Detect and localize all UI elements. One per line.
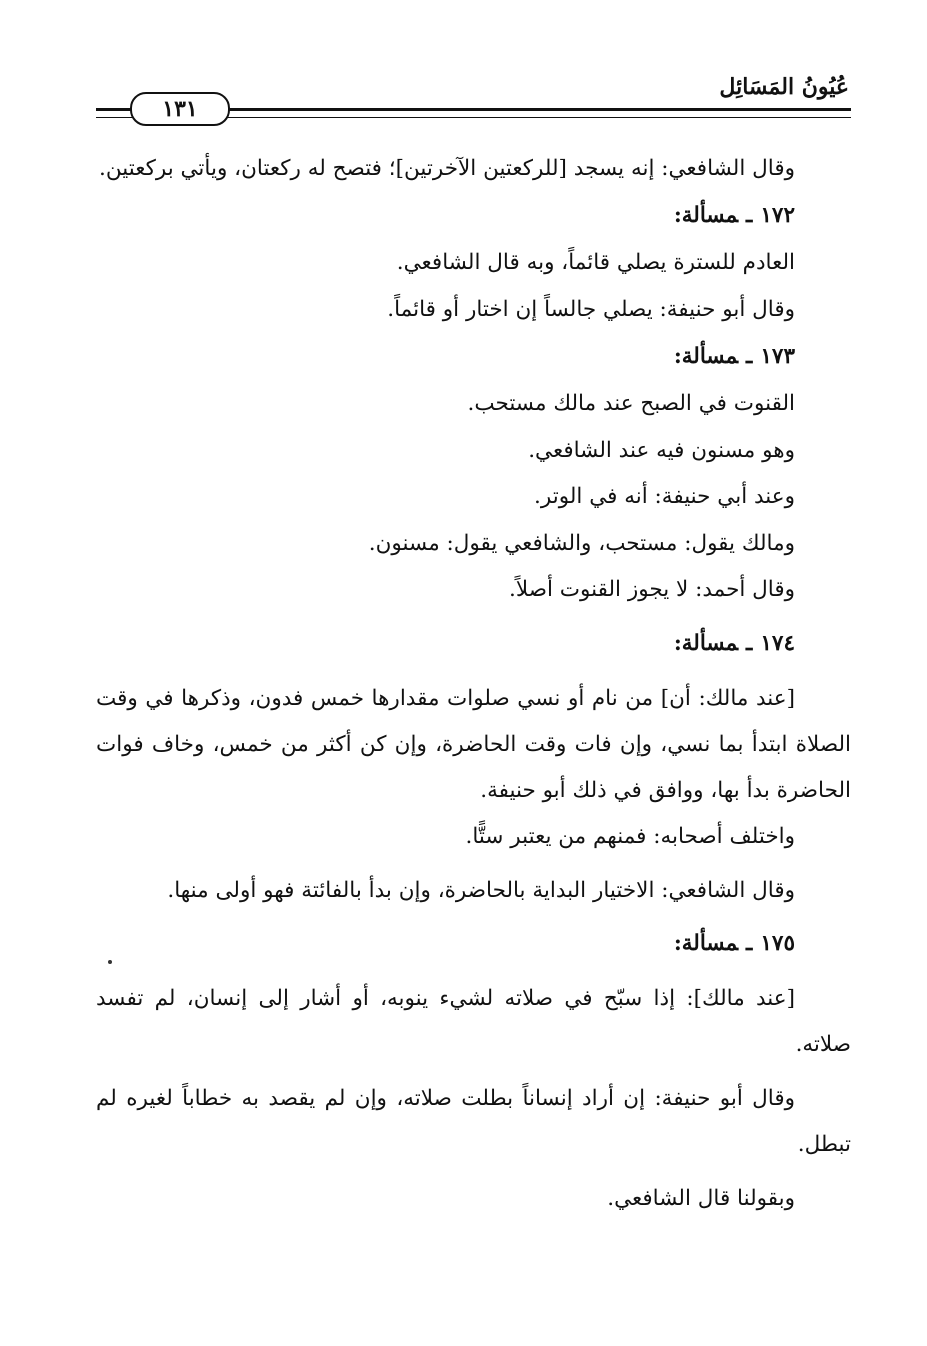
text-line: وهو مسنون فيه عند الشافعي. xyxy=(528,437,795,463)
issue-separator: ـ xyxy=(746,344,753,369)
issue-separator: ـ xyxy=(746,203,753,228)
text-line: ومالك يقول: مستحب، والشافعي يقول: مسنون. xyxy=(368,530,795,556)
scan-speck xyxy=(108,960,112,964)
paragraph: [عند مالك]: إذا سبّح في صلاته لشيء ينوبه، أو أشار إلى إنسان، لم تفسد صلاته. xyxy=(96,985,851,1057)
text-line: العادم للسترة يصلي قائماً، وبه قال الشافعي. xyxy=(396,250,795,275)
paragraph: وقال الشافعي: الاختيار البداية بالحاضرة، وإن بدأ بالفائتة فهو أولى منها. xyxy=(167,877,795,903)
paragraph: وبقولنا قال الشافعي. xyxy=(607,1185,795,1211)
text-line: القنوت في الصبح عند مالك مستحب. xyxy=(467,391,795,416)
issue-number: ١٧٢ xyxy=(760,203,795,228)
issue-number: ١٧٣ xyxy=(760,344,795,369)
issue-label: مسألة: xyxy=(673,344,739,369)
issue-label: مسألة: xyxy=(673,630,739,656)
text-line: وعند أبي حنيفة: أنه في الوتر. xyxy=(534,484,795,509)
issue-heading xyxy=(96,920,851,968)
issue-label: مسألة: xyxy=(673,203,739,228)
paragraph: وقال أبو حنيفة: إن أراد إنساناً بطلت صلاته، وإن لم يقصد به خطاباً لغيره لم تبطل. xyxy=(96,1085,851,1157)
text-line: وقال أبو حنيفة: يصلي جالساً إن اختار أو قائماً. xyxy=(387,296,795,322)
issue-number: ١٧٤ xyxy=(760,630,795,656)
paragraph: [عند مالك: أن] من نام أو نسي صلوات مقدارها خمس فدون، وذكرها في وقت الصلاة ابتدأ بما نسي، وإن فات وقت الحاضرة، وإن كن أكثر من خمس، وخاف فوات الحاضرة بدأ بها، ووافق في ذلك أبو حنيفة. xyxy=(96,685,851,803)
issue-heading xyxy=(96,333,851,381)
text-line: وقال أحمد: لا يجوز القنوت أصلاً. xyxy=(509,577,795,602)
issue-number: ١٧٥ xyxy=(760,930,795,956)
paragraph: واختلف أصحابه: فمنهم من يعتبر ستًّا. xyxy=(465,823,795,849)
issue-label: مسألة: xyxy=(673,930,739,956)
issue-heading xyxy=(96,192,851,240)
issue-separator: ـ xyxy=(746,630,753,656)
page-number-badge: ١٣١ xyxy=(130,92,230,126)
paragraph: وقال الشافعي: إنه يسجد [للركعتين الآخرتين]؛ فتصح له ركعتان، ويأتي بركعتين. xyxy=(99,156,795,181)
issue-heading xyxy=(96,620,851,668)
issue-separator: ـ xyxy=(746,930,753,956)
running-header-title: عُيُونُ المَسَائِل xyxy=(719,74,849,100)
page-body xyxy=(96,146,851,1222)
